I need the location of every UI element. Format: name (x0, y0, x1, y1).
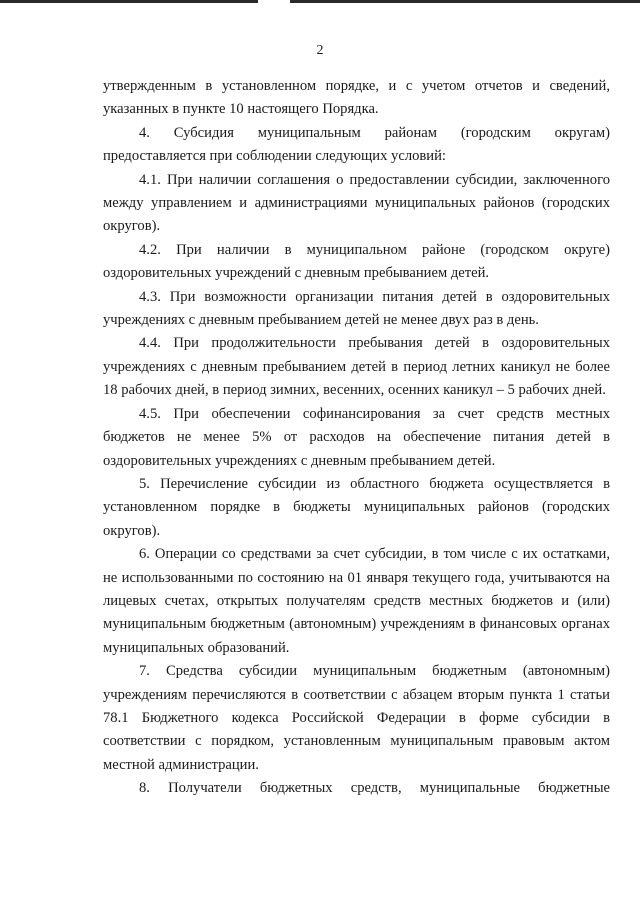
paragraph-continuation: утвержденным в установленном порядке, и с учетом отчетов и сведений, указанных в пункте 10 настоящего Порядка. (103, 78, 610, 118)
paragraph-item-4: 4. Субсидия муниципальным районам (городским округам) предоставляется при соблюдении следующих условий: (103, 124, 610, 165)
paragraph-item-7: 7. Средства субсидии муниципальным бюджетным (автономным) учреждениям перечисляются в соответствии с абзацем вторым пункта 1 статьи 78.1 Бюджетного кодекса Российской Федерации в форме субсидии в соответствии с порядком, установленным муниципальным правовым актом местной администрации. (103, 663, 610, 773)
paragraph-item-6: 6. Операции со средствами за счет субсидии, в том числе с их остатками, не использованными по состоянию на 01 января текущего года, учитываются на лицевых счетах, открытых получателям средств местных бюджетов и (или) муниципальным бюджетным (автономным) учреждениям в финансовых органах муниципальных образований. (103, 546, 610, 656)
paragraph-item-5: 5. Перечисление субсидии из областного бюджета осуществляется в установленном порядке в бюджеты муниципальных районов (городских округов). (103, 475, 610, 539)
document-body (103, 75, 610, 801)
paragraph-item-4-5: 4.5. При обеспечении софинансирования за счет средств местных бюджетов не менее 5% от расходов на обеспечение питания детей в оздоровительных учреждениях с дневным пребыванием детей. (103, 405, 610, 469)
paragraph-item-4-3: 4.3. При возможности организации питания детей в оздоровительных учреждениях с дневным пребыванием детей не менее двух раз в день. (103, 288, 610, 329)
paragraph-item-8: 8. Получатели бюджетных средств, муниципальные бюджетные (139, 780, 610, 797)
page-number: 2 (316, 43, 324, 58)
paragraph-item-4-1: 4.1. При наличии соглашения о предоставлении субсидии, заключенного между управлением и администрациями муниципальных районов (городских округов). (103, 171, 610, 235)
top-border-gap (258, 0, 290, 3)
paragraph-item-4-2: 4.2. При наличии в муниципальном районе (городском округе) оздоровительных учреждений с дневным пребыванием детей. (103, 241, 610, 282)
top-border-line (0, 0, 640, 3)
paragraph-item-4-4: 4.4. При продолжительности пребывания детей в оздоровительных учреждениях с дневным пребыванием детей в период летних каникул не более 18 рабочих дней, в период зимних, весенних, осенних каникул – 5 рабочих дней. (103, 335, 610, 399)
